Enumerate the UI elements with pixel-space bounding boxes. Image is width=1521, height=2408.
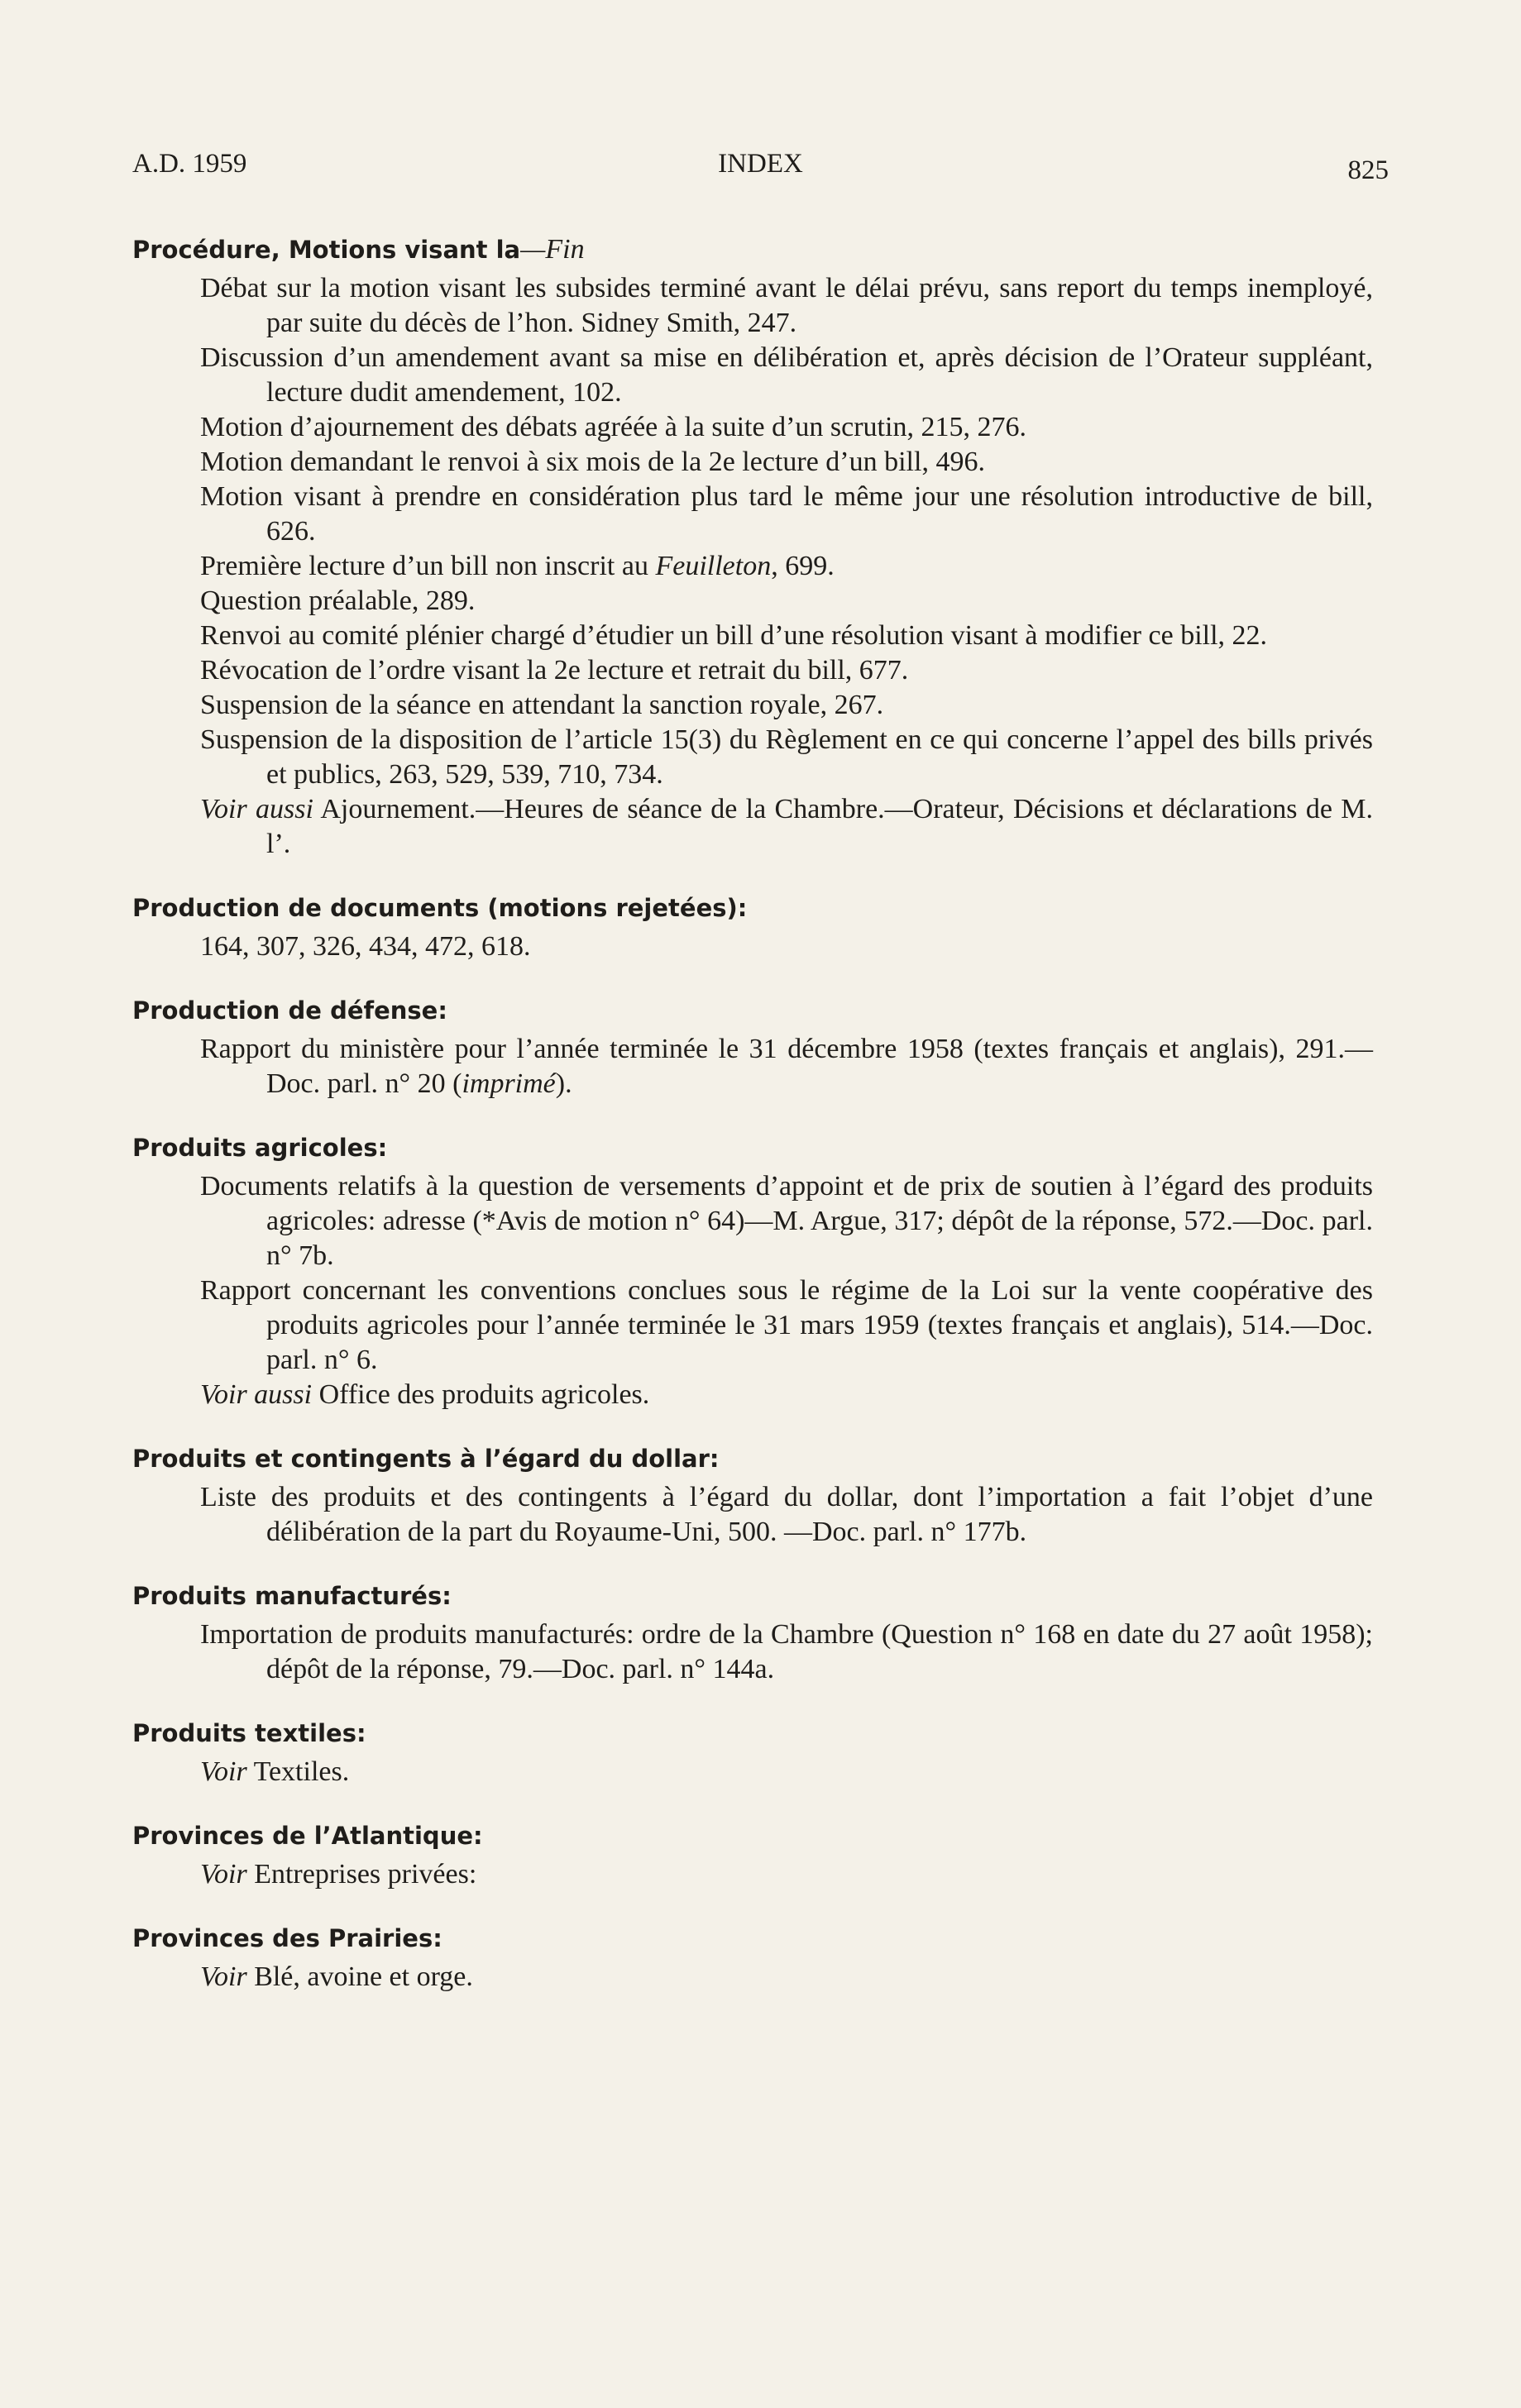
entry-line: Rapport du ministère pour l’année terminée le 31 décembre 1958 (textes français et anglais), 291.—Doc. parl. n° 20 (imprimé).: [200, 1034, 1373, 1099]
entry-heading: Produits textiles:: [132, 1719, 366, 1747]
entry-line: Documents relatifs à la question de versements d’appoint et de prix de soutien à l’égard des produits agricoles: adresse (*Avis de motion n° 64)—M. Argue, 317; dépôt de la réponse, 572.—Doc. parl. n° 7b.: [200, 1171, 1373, 1271]
index-entry: [132, 1131, 1373, 1412]
entry-line: Voir Textiles.: [200, 1756, 350, 1787]
entry-line: Voir Blé, avoine et orge.: [200, 1961, 473, 1992]
entry-line: Liste des produits et des contingents à l’égard du dollar, dont l’importation a fait l’objet d’une délibération de la part du Royaume-Uni, 500. —Doc. parl. n° 177b.: [200, 1482, 1373, 1547]
entry-heading: Production de défense:: [132, 996, 447, 1025]
entry-line: Motion d’ajournement des débats agréée à la suite d’un scrutin, 215, 276.: [200, 412, 1026, 442]
entry-line: Révocation de l’ordre visant la 2e lecture et retrait du bill, 677.: [200, 655, 909, 686]
entry-line: Voir aussi Ajournement.—Heures de séance de la Chambre.—Orateur, Décisions et déclarations de M. l’.: [200, 794, 1373, 859]
entry-heading: Provinces de l’Atlantique:: [132, 1822, 483, 1850]
entry-line: Question préalable, 289.: [200, 585, 476, 616]
header-title: INDEX: [718, 149, 803, 179]
index-entry: [132, 1442, 1373, 1550]
entry-heading: Produits manufacturés:: [132, 1582, 452, 1610]
index-entry: [132, 1819, 1373, 1892]
index-entry: [132, 994, 1373, 1101]
entry-line: Suspension de la disposition de l’article 15(3) du Règlement en ce qui concerne l’appel des bills privés et publics, 263, 529, 539, 710, 734.: [200, 724, 1373, 790]
entry-line: 164, 307, 326, 434, 472, 618.: [200, 931, 531, 962]
index-entry: [132, 1717, 1373, 1789]
entry-heading: Production de documents (motions rejetées):: [132, 894, 748, 922]
page-number: 825: [1347, 155, 1389, 185]
entry-line: Voir Entreprises privées:: [200, 1859, 477, 1890]
header-year: A.D. 1959: [132, 149, 247, 179]
page-header: [132, 149, 1389, 190]
entry-heading: Produits agricoles:: [132, 1134, 388, 1162]
entry-heading-text: Procédure, Motions visant la: [132, 236, 521, 264]
entry-line: Voir aussi Office des produits agricoles.: [200, 1379, 650, 1410]
index-entry: [132, 1922, 1373, 1995]
entry-heading: [132, 233, 1373, 266]
entry-line: Discussion d’un amendement avant sa mise en délibération et, après décision de l’Orateur suppléant, lecture dudit amendement, 102.: [200, 342, 1373, 408]
index-entry: [132, 891, 1373, 964]
index-entry: [132, 1579, 1373, 1687]
entry-heading-continued: —Fin: [520, 234, 585, 265]
entry-heading: Provinces des Prairies:: [132, 1924, 442, 1952]
entry-line: Première lecture d’un bill non inscrit au Feuilleton, 699.: [200, 551, 835, 581]
entry-line: Motion visant à prendre en considération plus tard le même jour une résolution introductive de bill, 626.: [200, 481, 1373, 547]
entry-line: Importation de produits manufacturés: ordre de la Chambre (Question n° 168 en date du 27 août 1958); dépôt de la réponse, 79.—Doc. parl. n° 144a.: [200, 1619, 1373, 1684]
entry-line: Motion demandant le renvoi à six mois de la 2e lecture d’un bill, 496.: [200, 447, 985, 477]
index-content: [132, 233, 1373, 2024]
entry-line: Débat sur la motion visant les subsides terminé avant le délai prévu, sans report du temps inemployé, par suite du décès de l’hon. Sidney Smith, 247.: [200, 273, 1373, 338]
entry-line: Renvoi au comité plénier chargé d’étudier un bill d’une résolution visant à modifier ce bill, 22.: [200, 620, 1268, 651]
entry-line: Rapport concernant les conventions conclues sous le régime de la Loi sur la vente coopérative des produits agricoles pour l’année terminée le 31 mars 1959 (textes français et anglais), 514.—Doc. parl. n° 6.: [200, 1275, 1373, 1375]
entry-heading: Produits et contingents à l’égard du dollar:: [132, 1445, 720, 1473]
entry-line: Suspension de la séance en attendant la sanction royale, 267.: [200, 690, 884, 720]
index-entry: [132, 233, 1373, 862]
